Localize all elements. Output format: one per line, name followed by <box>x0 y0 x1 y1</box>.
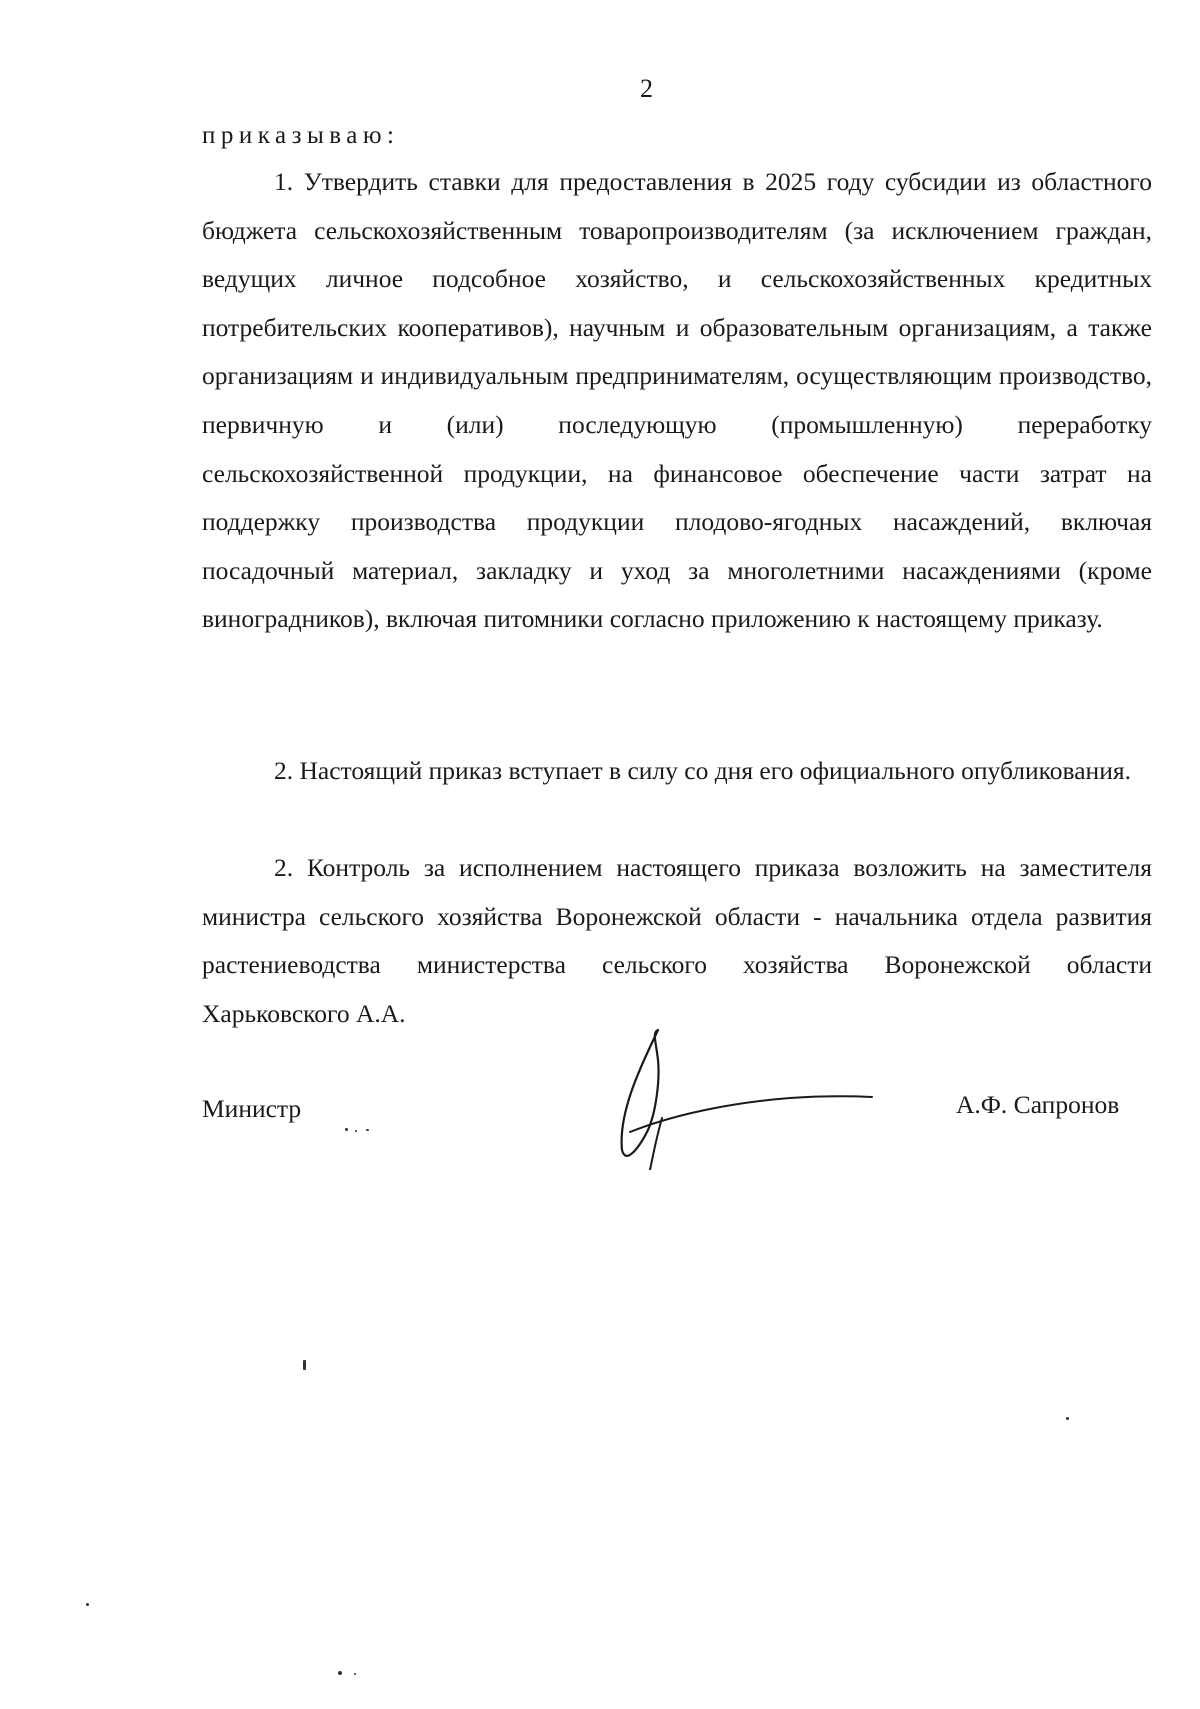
scan-speck <box>355 1130 357 1132</box>
scan-speck <box>366 1129 369 1131</box>
paragraph-3: 2. Контроль за исполнением настоящего приказа возложить на заместителя министра сельского хозяйства Воронежской области - начальника отдела развития растениеводства министерства сельского хозяйства Воронежской области Харьковского А.А. <box>202 853 1152 1028</box>
page-number: 2 <box>640 74 653 103</box>
scan-speck <box>1066 1417 1069 1420</box>
scan-speck <box>338 1671 342 1675</box>
signatory-name: А.Ф. Сапронов <box>956 1090 1120 1119</box>
paragraph-2: 2. Настоящий приказ вступает в силу со дня его официального опубликования. <box>274 756 1131 785</box>
scan-speck <box>345 1128 348 1131</box>
scan-speck <box>86 1603 89 1606</box>
paragraph-1: 1. Утвердить ставки для предоставления в 2025 году субсидии из областного бюджета сельскохозяйственным товаропроизводителям (за исключением граждан, ведущих личное подсобное хозяйство, и сельскохозяйственных кредитных потребительских кооперативов), научным и образовательным организациям, а также организациям и индивидуальным предпринимателям, осуществляющим производство, первичную и (или) последующую (промышленную) переработку сельскохозяйственной продукции, на финансовое обеспечение части затрат на поддержку производства продукции плодово-ягодных насаждений, включая посадочный материал, закладку и уход за многолетними насаждениями (кроме виноградников), включая питомники согласно приложению к настоящему приказу. <box>202 167 1152 634</box>
order-heading: приказываю: <box>202 122 400 149</box>
scan-speck <box>354 1673 356 1675</box>
scan-speck <box>303 1360 306 1370</box>
signatory-title: Министр <box>202 1094 302 1123</box>
handwritten-signature <box>600 1020 880 1170</box>
